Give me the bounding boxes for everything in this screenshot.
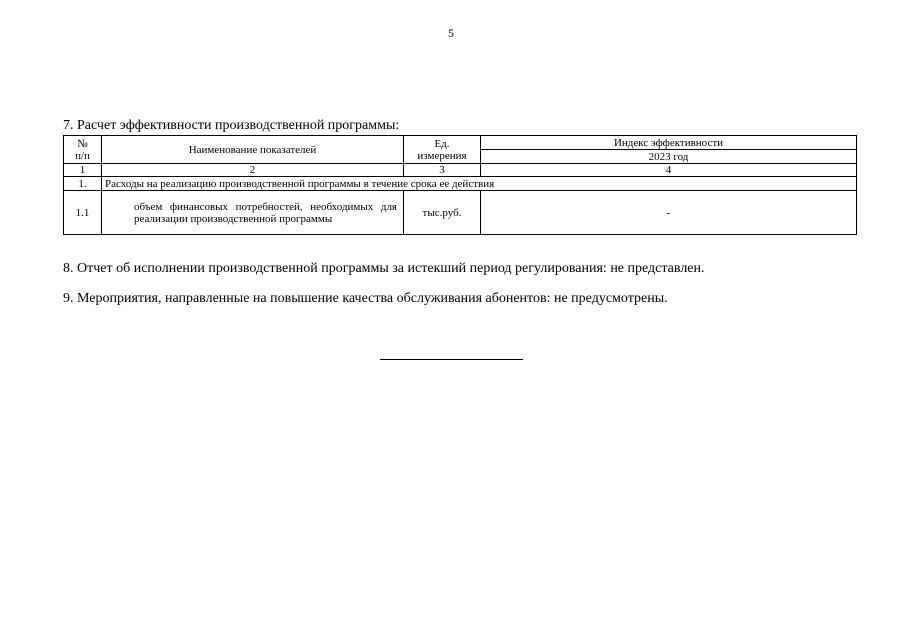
header-unit-line1: Ед. <box>434 137 450 150</box>
header-num-cell <box>64 136 102 164</box>
column-number-cell: 4 <box>481 164 857 177</box>
efficiency-table <box>63 135 857 235</box>
group-row-num: 1. <box>64 177 102 191</box>
header-year-cell: 2023 год <box>481 150 857 164</box>
column-number-cell: 1 <box>64 164 102 177</box>
page-number: 5 <box>448 26 454 40</box>
separator-line <box>380 359 523 360</box>
column-number-cell: 3 <box>404 164 481 177</box>
table-header-row <box>64 136 857 150</box>
header-unit-line2: измерения <box>417 149 467 162</box>
section-7-title: 7. Расчет эффективности производственной программы: <box>63 118 400 133</box>
column-numbers-row <box>64 164 857 177</box>
section-9-text: 9. Мероприятия, направленные на повышение качества обслуживания абонентов: не предусмотрены. <box>63 291 668 306</box>
section-8-text: 8. Отчет об исполнении производственной программы за истекший период регулирования: не представлен. <box>63 261 705 276</box>
header-unit-cell <box>404 136 481 164</box>
row-name: объем финансовых потребностей, необходимых для реализации производственной программы <box>102 191 404 235</box>
column-number-cell: 2 <box>102 164 404 177</box>
row-unit: тыс.руб. <box>404 191 481 235</box>
header-name-cell: Наименование показателей <box>102 136 404 164</box>
header-num-line2: п/п <box>75 149 90 162</box>
header-index-cell: Индекс эффективности <box>481 136 857 150</box>
table-row <box>64 191 857 235</box>
group-row-label: Расходы на реализацию производственной программы в течение срока ее действия <box>102 177 857 191</box>
header-num-line1: № <box>77 137 88 150</box>
row-value: - <box>481 191 857 235</box>
row-num: 1.1 <box>64 191 102 235</box>
group-row <box>64 177 857 191</box>
